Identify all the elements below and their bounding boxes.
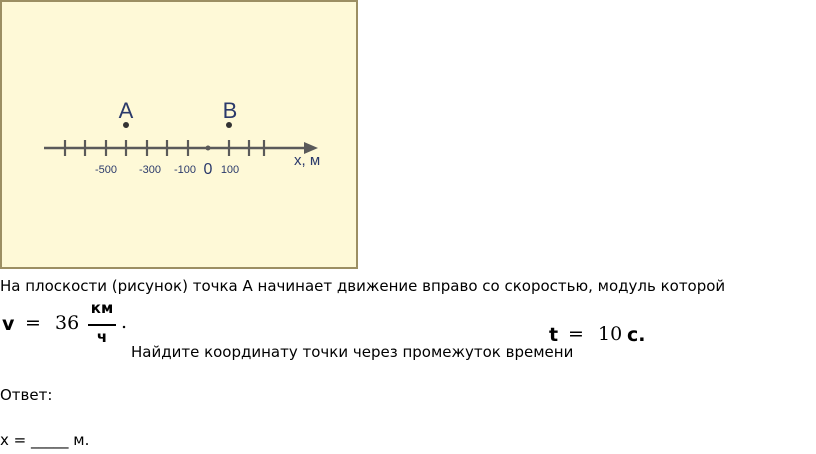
velocity-unit-denominator: ч	[96, 328, 108, 346]
tick-label: -500	[94, 164, 118, 176]
number-line-diagram	[2, 2, 360, 271]
number-line-figure	[0, 0, 358, 269]
origin-dot	[206, 146, 211, 151]
time-unit: с.	[627, 324, 646, 346]
point-a-label: A	[118, 98, 134, 123]
equals-sign: =	[568, 323, 584, 345]
answer-label: Ответ:	[0, 386, 53, 404]
fraction-line	[88, 324, 116, 326]
tick-label: -100	[173, 164, 197, 176]
tick-label: -300	[138, 164, 162, 176]
velocity-unit-numerator: км	[90, 299, 114, 317]
time-symbol: t	[549, 324, 559, 346]
axis-label: x, м	[294, 152, 321, 169]
tick-label-origin: 0	[203, 161, 213, 178]
velocity-symbol: v	[2, 313, 15, 335]
point-b-label: B	[222, 98, 238, 123]
problem-line-1: На плоскости (рисунок) точка А начинает движение вправо со скоростью, модуль которой	[0, 277, 726, 295]
equals-sign: =	[25, 312, 41, 334]
tick-label: 100	[220, 164, 240, 176]
velocity-value: 36	[55, 312, 80, 334]
problem-line-2: Найдите координату точки через промежуток времени	[131, 343, 574, 361]
time-value: 10	[598, 323, 623, 345]
formula-period: .	[121, 311, 128, 333]
answer-line: x = _____ м.	[0, 431, 90, 449]
